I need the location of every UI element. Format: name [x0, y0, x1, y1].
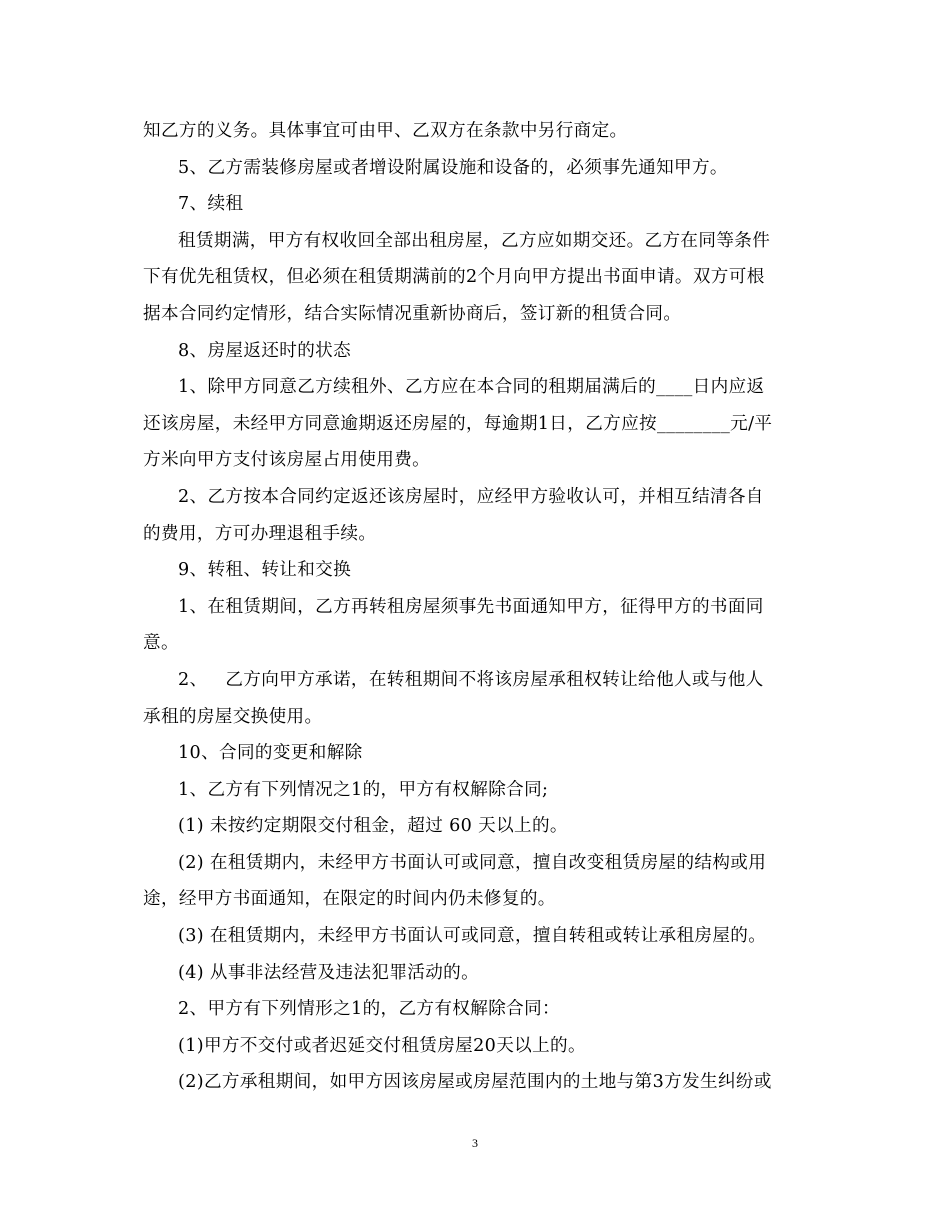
termination-clause-2-item-1: (1)甲方不交付或者迟延交付租赁房屋20天以上的。	[178, 1035, 586, 1056]
sublease-clause-1-line-1: 1、在租赁期间，乙方再转租房屋须事先书面通知甲方，征得甲方的书面同	[178, 596, 764, 617]
termination-item-2-line-2: 途，经甲方书面通知，在限定的时间内仍未修复的。	[143, 889, 556, 910]
sublease-clause-2-line-2: 承租的房屋交换使用。	[143, 706, 323, 727]
renewal-paragraph-line-2: 下有优先租赁权，但必须在租赁期满前的2个月向甲方提出书面申请。双方可根	[143, 267, 765, 288]
termination-item-4: (4) 从事非法经营及违法犯罪活动的。	[178, 962, 480, 983]
return-clause-1-line-1: 1、除甲方同意乙方续租外、乙方应在本合同的租期届满后的____日内应返	[178, 377, 765, 398]
clause-5-renovation-notice: 5、乙方需装修房屋或者增设附属设施和设备的，必须事先通知甲方。	[178, 157, 728, 178]
return-clause-2-line-2: 的费用，方可办理退租手续。	[143, 523, 377, 544]
return-clause-1-line-2: 还该房屋，未经甲方同意逾期返还房屋的，每逾期1日，乙方应按________元/平	[143, 413, 773, 434]
section-8-heading: 8、房屋返还时的状态	[178, 340, 352, 361]
termination-clause-1-intro: 1、乙方有下列情况之1的，甲方有权解除合同;	[178, 779, 549, 800]
termination-item-2-line-1: (2) 在租赁期内，未经甲方书面认可或同意，擅自改变租赁房屋的结构或用	[178, 852, 767, 873]
section-7-heading: 7、续租	[178, 194, 244, 215]
return-clause-1-line-3: 方米向甲方支付该房屋占用使用费。	[143, 450, 431, 471]
contract-text-body	[143, 113, 811, 1101]
page-number: 3	[472, 1136, 478, 1150]
continued-obligation-line: 知乙方的义务。具体事宜可由甲、乙双方在条款中另行商定。	[143, 121, 628, 141]
sublease-clause-1-line-2: 意。	[143, 633, 179, 654]
renewal-paragraph-line-3: 据本合同约定情形，结合实际情况重新协商后，签订新的租赁合同。	[143, 303, 682, 324]
termination-item-3: (3) 在租赁期内，未经甲方书面认可或同意，擅自转租或转让承租房屋的。	[178, 926, 767, 947]
section-10-heading: 10、合同的变更和解除	[178, 743, 363, 764]
renewal-paragraph-line-1: 租赁期满，甲方有权收回全部出租房屋，乙方应如期交还。乙方在同等条件	[178, 230, 771, 251]
termination-item-1: (1) 未按约定期限交付租金，超过 60 天以上的。	[178, 816, 568, 837]
section-9-heading: 9、转租、转让和交换	[178, 560, 352, 581]
return-clause-2-line-1: 2、乙方按本合同约定返还该房屋时，应经甲方验收认可，并相互结清各自	[178, 486, 764, 507]
termination-clause-2-intro: 2、甲方有下列情形之1的，乙方有权解除合同：	[178, 999, 560, 1020]
termination-clause-2-item-2: (2)乙方承租期间，如甲方因该房屋或房屋范围内的土地与第3方发生纠纷或	[178, 1072, 772, 1093]
sublease-clause-2-line-1: 2、 乙方向甲方承诺，在转租期间不将该房屋承租权转让给他人或与他人	[178, 669, 764, 690]
